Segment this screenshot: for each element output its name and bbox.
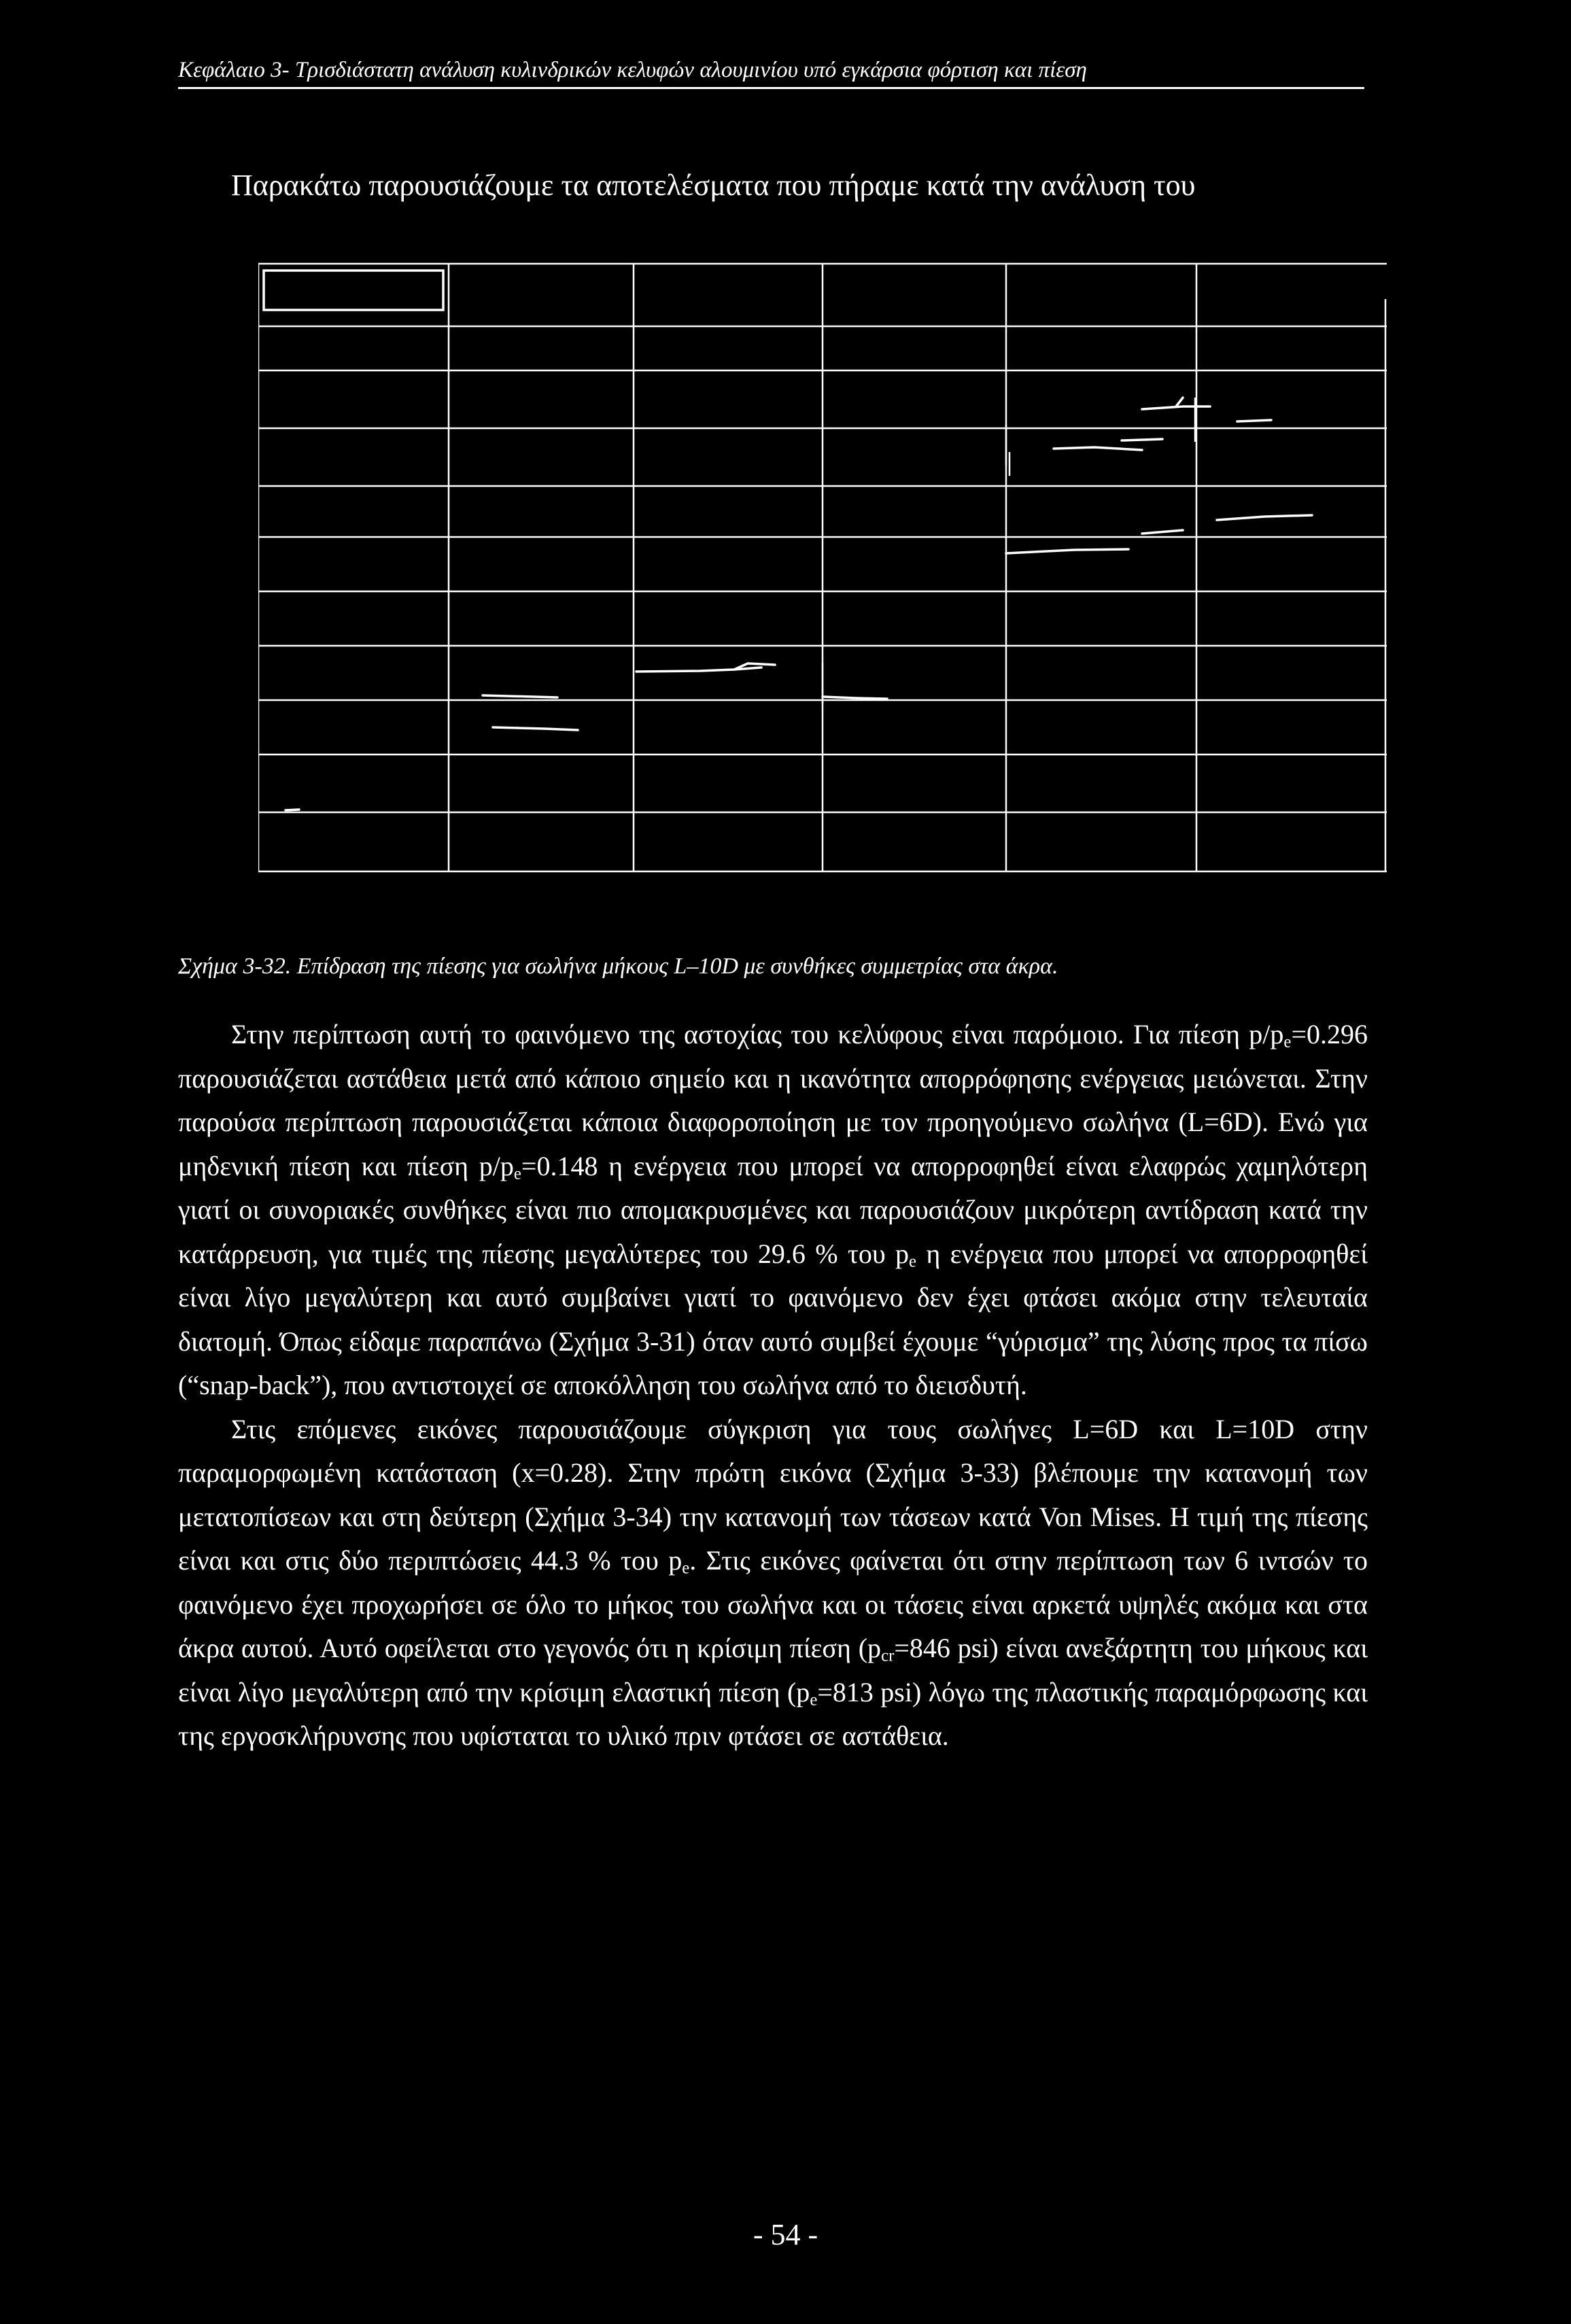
subscript: e [1283,1033,1292,1052]
text-run: η ενέργεια που μπορεί να απορροφηθεί είναι λίγο μεγαλύτερη και αυτό συμβαίνει γιατί το φαινόμενο δεν έχει φτάσει ακόμα στην τελευταία διατομή. Όπως είδαμε παραπάνω (Σχήμα 3-31) όταν αυτό συμβεί έχουμε “γύρισμα” της λύσης προς τα πίσω (“snap-back”), που αντιστοιχεί σε αποκόλληση του σωλήνα από το διεισδυτή. [178,1238,1368,1400]
curve-segment [823,697,887,699]
running-header: Κεφάλαιο 3- Τρισδιάστατη ανάλυση κυλινδρικών κελυφών αλουμινίου υπό εγκάρσια φόρτιση και πίεση [178,56,1364,89]
curve-segment [1054,447,1142,450]
text-run: Στις επόμενες εικόνες παρουσιάζουμε σύγκριση για τους σωλήνες L=6D και L=10D στην παραμορφωμένη κατάσταση (x=0.28). Στην πρώτη εικόνα (Σχήμα 3-33) βλέπουμε την κατανομή των μετατοπίσεων και στη δεύτερη (Σχήμα 3-34) την κατανομή των τάσεων κατά Von Mises. Η τιμή της πίεσης είναι και στις δύο περιπτώσεις 44.3 % του p [178,1413,1368,1576]
text-run: =0.296 παρουσιάζεται αστάθεια μετά από κάποιο σημείο και η ικανότητα απορρόφησης ενέργειας μειώνεται. Στην παρούσα περίπτωση παρουσιάζεται κάποια διαφοροποίηση με τον προηγούμενο σωλήνα (L=6D). Ενώ για μηδενική πίεση και πίεση p/p [178,1019,1368,1181]
text-run: =846 psi) είναι ανεξάρτητη του μήκους και είναι λίγο μεγαλύτερη από την κρίσιμη ελαστική πίεση (p [178,1633,1368,1707]
subscript: e [909,1251,917,1270]
body-text [178,1013,1368,1758]
text-run: . Στις εικόνες φαίνεται ότι στην περίπτωση των 6 ιντσών το φαινόμενο έχει προχωρήσει σε όλο το μήκος του σωλήνα και οι τάσεις είναι αρκετά υψηλές ακόμα και στα άκρα αυτού. Αυτό οφείλεται στο γεγονός ότι η κρίσιμη πίεση (p [178,1545,1368,1663]
text-run: =813 psi) λόγω της πλαστικής παραμόρφωσης και της εργοσκλήρυνσης που υφίσταται το υλικό πριν φτάσει σε αστάθεια. [178,1676,1368,1751]
curve-segment [1237,420,1271,421]
curve-segment [1217,515,1312,520]
curve-segment [493,727,578,730]
paragraph-2 [178,1408,1368,1758]
figure-plot [258,258,1387,904]
curve-segment [636,667,761,672]
curve-segment [1176,398,1183,406]
subscript: e [810,1690,818,1709]
subscript: e [513,1164,521,1183]
curve-segment [1006,549,1128,553]
text-run: =0.148 η ενέργεια που μπορεί να απορροφηθεί είναι ελαφρώς χαμηλότερη γιατί οι συνοριακές συνθήκες είναι πιο απομακρυσμένες και παρουσιάζουν μικρότερη αντίδραση κατά την κατάρρευση, για τιμές της πίεσης μεγαλύτερες του 29.6 % του p [178,1150,1368,1269]
subscript: e [682,1559,690,1578]
figure-caption: Σχήμα 3-32. Επίδραση της πίεσης για σωλήνα μήκους L–10D με συνθήκες συμμετρίας στα άκρα. [178,954,1058,979]
subscript: cr [881,1646,895,1665]
figure-3-32 [258,258,1387,904]
legend-box [264,271,443,310]
curve-segment [483,695,557,697]
page-number: - 54 - [753,2218,818,2251]
text-run: Στην περίπτωση αυτή το φαινόμενο της αστοχίας του κελύφους είναι παρόμοιο. Για πίεση p/p [231,1019,1284,1050]
curve-segment [1142,530,1183,534]
intro-line: Παρακάτω παρουσιάζουμε τα αποτελέσματα που πήραμε κατά την ανάλυση του [231,169,1196,202]
curve-segment [1122,439,1162,440]
paragraph-1 [178,1013,1368,1408]
